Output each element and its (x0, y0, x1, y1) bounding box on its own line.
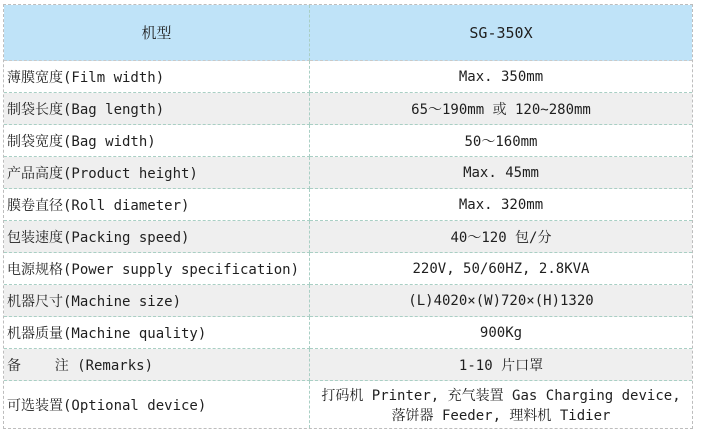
spec-value-remarks: 1-10 片口罩 (310, 349, 692, 381)
table-row (4, 61, 692, 93)
spec-value-power-supply: 220V, 50/60HZ, 2.8KVA (310, 253, 692, 285)
spec-label-bag-length: 制袋长度(Bag length) (4, 93, 310, 125)
spec-value-machine-quality: 900Kg (310, 317, 692, 349)
spec-label-power-supply: 电源规格(Power supply specification) (4, 253, 310, 285)
model-header-value: SG-350X (310, 5, 692, 61)
spec-label-machine-size: 机器尺寸(Machine size) (4, 285, 310, 317)
spec-value-machine-size: (L)4020×(W)720×(H)1320 (310, 285, 692, 317)
table-row (4, 253, 692, 285)
spec-label-roll-diameter: 膜卷直径(Roll diameter) (4, 189, 310, 221)
table-row (4, 157, 692, 189)
spec-table-container (3, 4, 693, 429)
model-header-label: 机型 (4, 5, 310, 61)
table-row (4, 189, 692, 221)
spec-label-machine-quality: 机器质量(Machine quality) (4, 317, 310, 349)
spec-value-product-height: Max. 45mm (310, 157, 692, 189)
spec-value-bag-width: 50～160mm (310, 125, 692, 157)
header-row (4, 5, 692, 61)
table-row (4, 221, 692, 253)
spec-value-roll-diameter: Max. 320mm (310, 189, 692, 221)
table-row (4, 317, 692, 349)
spec-value-film-width: Max. 350mm (310, 61, 692, 93)
spec-label-product-height: 产品高度(Product height) (4, 157, 310, 189)
spec-label-optional-device: 可选装置(Optional device) (4, 381, 310, 428)
table-row (4, 349, 692, 381)
table-row (4, 125, 692, 157)
table-row (4, 381, 692, 428)
spec-label-packing-speed: 包装速度(Packing speed) (4, 221, 310, 253)
spec-label-remarks: 备 注 (Remarks) (4, 349, 310, 381)
spec-table (4, 5, 692, 428)
spec-value-packing-speed: 40～120 包/分 (310, 221, 692, 253)
spec-label-bag-width: 制袋宽度(Bag width) (4, 125, 310, 157)
spec-value-bag-length: 65～190mm 或 120~280mm (310, 93, 692, 125)
spec-value-optional-device: 打码机 Printer, 充气装置 Gas Charging device, 落饼器 Feeder, 理料机 Tidier (321, 387, 681, 424)
table-row (4, 93, 692, 125)
spec-label-film-width: 薄膜宽度(Film width) (4, 61, 310, 93)
table-row (4, 285, 692, 317)
